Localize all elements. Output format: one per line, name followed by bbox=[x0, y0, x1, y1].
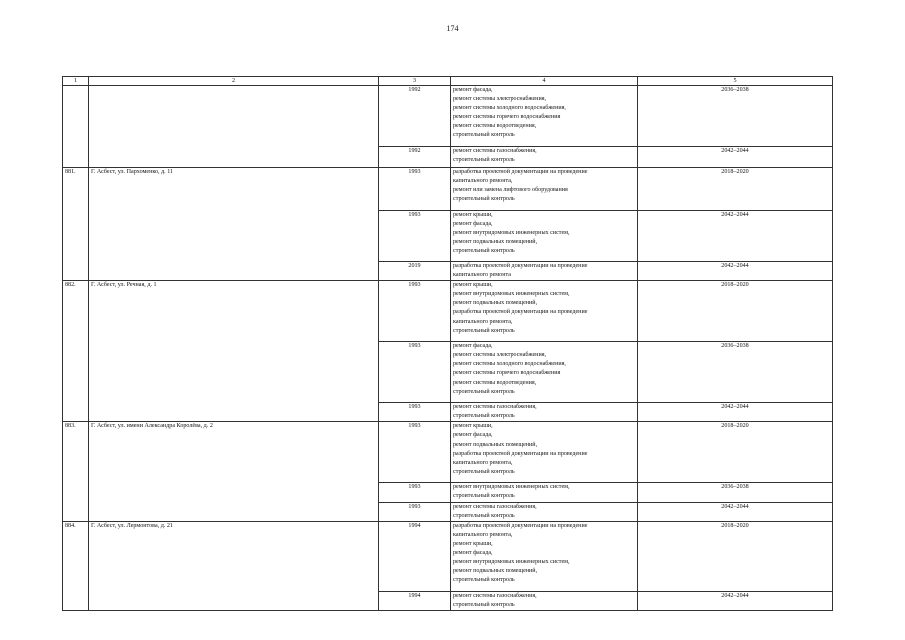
work-item: разработка проектной документации на проведение bbox=[453, 263, 588, 269]
commission-year: 1993 bbox=[379, 502, 451, 521]
commission-year: 1993 bbox=[379, 211, 451, 262]
commission-year: 1993 bbox=[379, 422, 451, 483]
table-header-row bbox=[63, 77, 833, 86]
work-item: ремонт фасада, bbox=[453, 87, 493, 93]
work-item: строительный контроль bbox=[453, 601, 515, 608]
work-item: ремонт системы водоотведения, bbox=[453, 379, 537, 386]
work-item: строительный контроль bbox=[453, 413, 515, 420]
work-item: ремонт системы холодного водоснабжения, bbox=[453, 105, 566, 112]
work-item: ремонт системы водоотведения, bbox=[453, 123, 537, 130]
entry-address: Г. Асбест, ул. Пархоменко, д. 11 bbox=[89, 168, 379, 281]
entry-address: Г. Асбест, ул. Речная, д. 1 bbox=[89, 281, 379, 422]
work-item: капитального ремонта, bbox=[453, 178, 513, 185]
works-list bbox=[451, 502, 638, 521]
work-item: ремонт системы электроснабжения, bbox=[453, 352, 547, 359]
planned-period: 2036–2038 bbox=[638, 483, 833, 502]
commission-year: 1994 bbox=[379, 521, 451, 591]
works-list bbox=[451, 281, 638, 342]
works-list bbox=[451, 168, 638, 211]
column-header: 1 bbox=[63, 77, 89, 86]
work-item: ремонт системы горячего водоснабжения bbox=[453, 114, 561, 121]
work-item: капитального ремонта, bbox=[453, 459, 513, 466]
work-item: ремонт системы газоснабжения, bbox=[453, 148, 537, 154]
work-item: строительный контроль bbox=[453, 248, 515, 255]
work-item: ремонт системы горячего водоснабжения bbox=[453, 370, 561, 377]
planned-period: 2036–2038 bbox=[638, 342, 833, 403]
commission-year: 1993 bbox=[379, 168, 451, 211]
work-item: разработка проектной документации на проведение bbox=[453, 522, 588, 529]
entry-address: Г. Асбест, ул. имени Александра Королёва, д. 2 bbox=[89, 422, 379, 521]
works-list bbox=[451, 86, 638, 147]
works-list bbox=[451, 483, 638, 502]
commission-year: 1993 bbox=[379, 403, 451, 422]
work-item: разработка проектной документации на проведение bbox=[453, 169, 588, 175]
work-item: разработка проектной документации на проведение bbox=[453, 309, 588, 316]
work-item: ремонт крыши, bbox=[453, 540, 493, 547]
work-item: строительный контроль bbox=[453, 388, 515, 395]
commission-year: 1992 bbox=[379, 147, 451, 168]
works-list bbox=[451, 403, 638, 422]
commission-year: 1992 bbox=[379, 86, 451, 147]
work-item: капитального ремонта, bbox=[453, 531, 513, 538]
planned-period: 2042–2044 bbox=[638, 262, 833, 281]
repair-schedule-table bbox=[62, 76, 833, 611]
work-item: ремонт фасада, bbox=[453, 432, 493, 439]
work-item: ремонт фасада, bbox=[453, 221, 493, 228]
work-item: строительный контроль bbox=[453, 577, 515, 584]
work-item: строительный контроль bbox=[453, 468, 515, 475]
work-item: ремонт подвальных помещений, bbox=[453, 441, 538, 448]
work-item: ремонт системы газоснабжения, bbox=[453, 592, 537, 599]
work-item: ремонт крыши, bbox=[453, 423, 493, 430]
planned-period: 2042–2044 bbox=[638, 403, 833, 422]
commission-year: 1993 bbox=[379, 342, 451, 403]
page-number: 174 bbox=[446, 24, 459, 33]
works-list bbox=[451, 521, 638, 591]
planned-period: 2042–2044 bbox=[638, 502, 833, 521]
column-header: 3 bbox=[379, 77, 451, 86]
work-item: ремонт системы электроснабжения, bbox=[453, 96, 547, 103]
work-item: капитального ремонта bbox=[453, 272, 511, 279]
entry-number: 884. bbox=[63, 521, 89, 610]
table-row bbox=[63, 521, 833, 591]
entry-number bbox=[63, 86, 89, 168]
planned-period: 2042–2044 bbox=[638, 147, 833, 168]
entry-address bbox=[89, 86, 379, 168]
work-item: ремонт крыши, bbox=[453, 212, 493, 218]
commission-year: 1994 bbox=[379, 591, 451, 610]
work-item: ремонт системы газоснабжения, bbox=[453, 503, 537, 510]
work-item: капитального ремонта, bbox=[453, 318, 513, 325]
work-item: ремонт системы газоснабжения, bbox=[453, 404, 537, 411]
work-item: ремонт внутридомовых инженерных систем, bbox=[453, 291, 570, 298]
planned-period: 2018–2020 bbox=[638, 521, 833, 591]
work-item: ремонт внутридомовых инженерных систем, bbox=[453, 559, 570, 566]
works-list bbox=[451, 342, 638, 403]
work-item: ремонт подвальных помещений, bbox=[453, 568, 538, 575]
planned-period: 2042–2044 bbox=[638, 211, 833, 262]
column-header: 4 bbox=[451, 77, 638, 86]
work-item: ремонт фасада, bbox=[453, 550, 493, 557]
column-header: 5 bbox=[638, 77, 833, 86]
commission-year: 1993 bbox=[379, 281, 451, 342]
entry-number: 882. bbox=[63, 281, 89, 422]
work-item: ремонт подвальных помещений, bbox=[453, 300, 538, 307]
work-item: строительный контроль bbox=[453, 512, 515, 519]
work-item: разработка проектной документации на проведение bbox=[453, 450, 588, 457]
work-item: строительный контроль bbox=[453, 196, 515, 203]
table-row bbox=[63, 422, 833, 483]
work-item: строительный контроль bbox=[453, 493, 515, 500]
entry-number: 881. bbox=[63, 168, 89, 281]
column-header: 2 bbox=[89, 77, 379, 86]
work-item: строительный контроль bbox=[453, 327, 515, 334]
work-item: ремонт крыши, bbox=[453, 282, 493, 289]
work-item: ремонт системы холодного водоснабжения, bbox=[453, 361, 566, 368]
work-item: ремонт подвальных помещений, bbox=[453, 239, 538, 246]
work-item: ремонт внутридомовых инженерных систем, bbox=[453, 230, 570, 237]
planned-period: 2018–2020 bbox=[638, 168, 833, 211]
work-item: ремонт или замена лифтового оборудования bbox=[453, 187, 568, 194]
table-row bbox=[63, 281, 833, 342]
works-list bbox=[451, 147, 638, 168]
works-list bbox=[451, 422, 638, 483]
entry-number: 883. bbox=[63, 422, 89, 521]
entry-address: Г. Асбест, ул. Лермонтова, д. 21 bbox=[89, 521, 379, 610]
planned-period: 2018–2020 bbox=[638, 422, 833, 483]
table-row bbox=[63, 168, 833, 211]
work-item: ремонт фасада, bbox=[453, 343, 493, 350]
works-list bbox=[451, 211, 638, 262]
work-item: строительный контроль bbox=[453, 157, 515, 164]
work-item: строительный контроль bbox=[453, 132, 515, 139]
table-row bbox=[63, 86, 833, 147]
planned-period: 2018–2020 bbox=[638, 281, 833, 342]
works-list bbox=[451, 591, 638, 610]
work-item: ремонт внутридомовых инженерных систем, bbox=[453, 484, 570, 491]
works-list bbox=[451, 262, 638, 281]
planned-period: 2042–2044 bbox=[638, 591, 833, 610]
commission-year: 1993 bbox=[379, 483, 451, 502]
commission-year: 2019 bbox=[379, 262, 451, 281]
planned-period: 2036–2038 bbox=[638, 86, 833, 147]
